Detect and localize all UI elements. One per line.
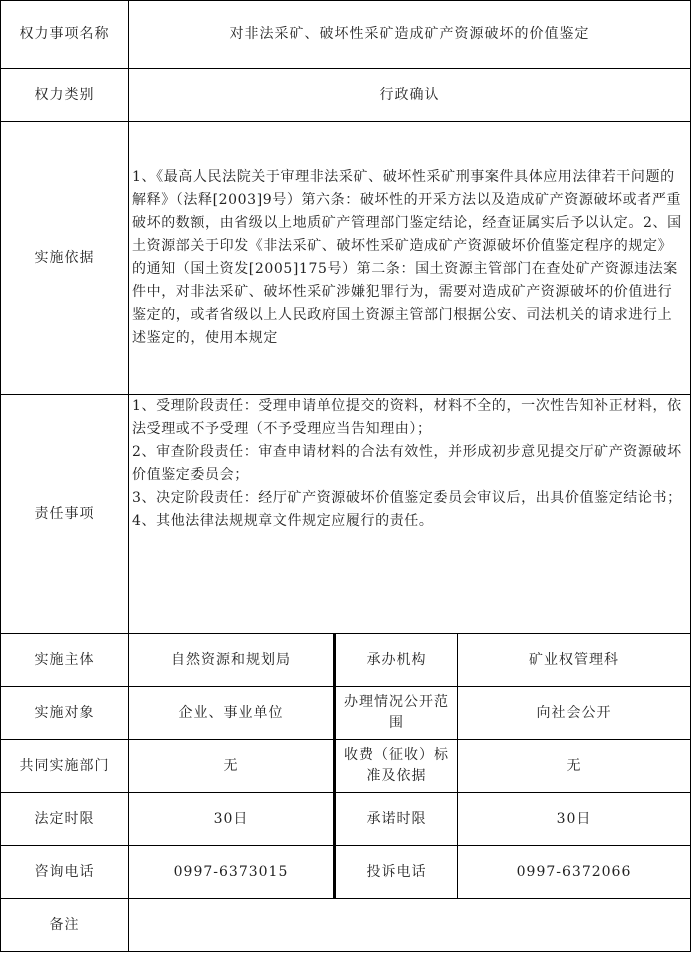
row-responsibilities (1, 395, 691, 634)
label-consult-phone: 咨询电话 (1, 846, 129, 899)
row-implementing-body (1, 634, 691, 687)
label-remarks: 备注 (1, 899, 129, 952)
value-target: 企业、事业单位 (129, 687, 335, 740)
responsibility-item-1: 1、受理阶段责任：受理申请单位提交的资料，材料不全的，一次性告知补正材料，依法受理或不予受理（不予受理应当告知理由）； (132, 398, 682, 437)
value-complaint-phone: 0997-6372066 (458, 846, 691, 899)
row-time-limit (1, 793, 691, 846)
row-legal-basis (1, 122, 691, 395)
responsibility-item-2: 2、审查阶段责任：审查申请材料的合法有效性，并形成初步意见提交厅矿产资源破坏价值鉴定委员会； (132, 444, 682, 483)
value-legal-basis: 1、《最高人民法院关于审理非法采矿、破坏性采矿刑事案件具体应用法律若干问题的解释》（法释[2003]9号）第六条：破坏性的开采方法以及造成矿产资源破坏或者严重破坏的数额，由省级以上地质矿产管理部门鉴定结论，经查证属实后予以认定。2、国土资源部关于印发《非法采矿、破坏性采矿造成矿产资源破坏价值鉴定程序的规定》的通知（国土资发[2005]175号）第二条：国土资源主管部门在查处矿产资源违法案件中，对非法采矿、破坏性采矿涉嫌犯罪行为，需要对造成矿产资源破坏的价值进行鉴定的，或者省级以上人民政府国土资源主管部门根据公安、司法机关的请求进行上述鉴定的，使用本规定 (129, 122, 691, 395)
row-power-category (1, 69, 691, 122)
label-fee-standard: 收费（征收）标准及依据 (335, 740, 458, 793)
value-joint-departments: 无 (129, 740, 335, 793)
value-legal-time-limit: 30日 (129, 793, 335, 846)
row-power-name (1, 1, 691, 69)
row-target (1, 687, 691, 740)
label-handling-agency: 承办机构 (335, 634, 458, 687)
label-legal-time-limit: 法定时限 (1, 793, 129, 846)
value-implementing-body: 自然资源和规划局 (129, 634, 335, 687)
label-complaint-phone: 投诉电话 (335, 846, 458, 899)
value-consult-phone: 0997-6373015 (129, 846, 335, 899)
row-remarks (1, 899, 691, 952)
label-promised-time-limit: 承诺时限 (335, 793, 458, 846)
responsibility-item-4: 4、其他法律法规规章文件规定应履行的责任。 (132, 513, 434, 529)
label-implementing-body: 实施主体 (1, 634, 129, 687)
label-power-name: 权力事项名称 (1, 1, 129, 69)
label-legal-basis: 实施依据 (1, 122, 129, 395)
label-power-category: 权力类别 (1, 69, 129, 122)
label-responsibilities: 责任事项 (1, 395, 129, 634)
value-responsibilities (129, 395, 691, 634)
responsibility-item-3: 3、决定阶段责任：经厅矿产资源破坏价值鉴定委员会审议后，出具价值鉴定结论书； (132, 490, 682, 506)
value-power-name: 对非法采矿、破坏性采矿造成矿产资源破坏的价值鉴定 (129, 1, 691, 69)
value-remarks (129, 899, 691, 952)
value-fee-standard: 无 (458, 740, 691, 793)
value-power-category: 行政确认 (129, 69, 691, 122)
value-handling-agency: 矿业权管理科 (458, 634, 691, 687)
row-joint-departments (1, 740, 691, 793)
value-promised-time-limit: 30日 (458, 793, 691, 846)
label-disclosure-scope: 办理情况公开范围 (335, 687, 458, 740)
label-target: 实施对象 (1, 687, 129, 740)
value-disclosure-scope: 向社会公开 (458, 687, 691, 740)
label-joint-departments: 共同实施部门 (1, 740, 129, 793)
row-phone (1, 846, 691, 899)
